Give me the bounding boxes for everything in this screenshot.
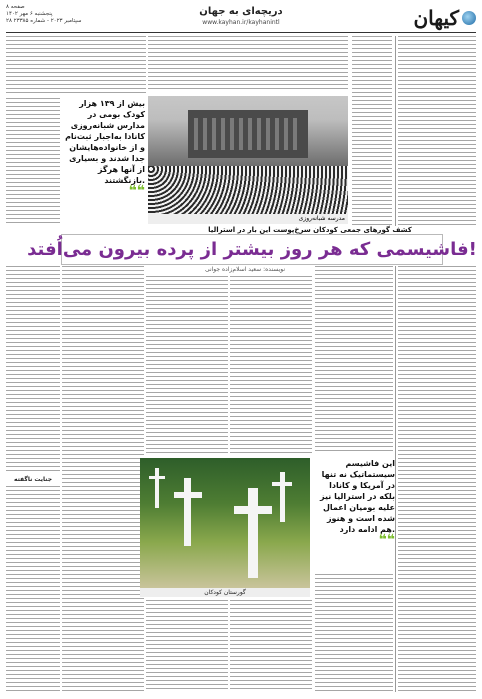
- text-column-2-bottom: [315, 266, 393, 454]
- photo-caption-top: مدرسه شبانه‌روزی: [148, 214, 348, 224]
- text-column-4-lower: [146, 600, 228, 692]
- text-column-far-left-bottom-a: [6, 266, 60, 472]
- cross-shape: [184, 478, 191, 546]
- photo-caption-bottom: گورستان کودکان: [140, 588, 310, 597]
- text-column-4-bottom: [146, 276, 228, 454]
- cross-shape: [149, 476, 165, 479]
- pull-quote-top-text: بیش از ۱۳۹ هزار کودک بومی در مدارس شبانه‌روزی کانادا به‌اجبار ثبت‌نام و از خانواده‌هایشان جدا شدند و بسیاری از آنها هرگز بازنگشتند.: [65, 99, 145, 185]
- pull-quote-top: [63, 98, 145, 204]
- issue-number: ۲۸ سپتامبر ۲۰۲۳ - شماره ۲۳۳۸۵: [6, 18, 82, 24]
- section-url: www.kayhan.ir/kayhanintl: [202, 19, 280, 26]
- text-column-far-left-bottom-b: [6, 486, 60, 692]
- issue-meta: [6, 4, 82, 25]
- headline-band: [27, 234, 477, 265]
- side-subhead: جنایت ناگفته: [13, 476, 53, 483]
- cross-shape: [248, 488, 258, 578]
- pull-quote-bottom: [315, 458, 395, 570]
- text-column-right-top: [398, 36, 476, 226]
- cross-shape: [174, 492, 202, 498]
- pull-quote-bottom-text: این فاشیسم سیستماتیک نه تنها در آمریکا و کانادا بلکه در استرالیا نیز علیه بومیان اعمال شده است و هنوز هم ادامه دارد.: [320, 459, 395, 534]
- column-divider: [395, 266, 396, 692]
- issue-date: پنجشنبه ۶ مهر ۱۴۰۲: [6, 11, 53, 17]
- text-column-right-bottom: [398, 266, 476, 692]
- cross-shape: [155, 468, 159, 508]
- text-column-2-lower: [315, 574, 393, 692]
- text-column-3-bottom: [230, 276, 312, 454]
- text-column-3-lower: [230, 600, 312, 692]
- story-headline: فاشیسمی که هر روز بیشتر از پرده بیرون می‌اُفتد!: [27, 239, 477, 260]
- quote-mark-icon: ❝❝: [378, 532, 395, 548]
- cross-shape: [272, 482, 292, 486]
- text-column-5-bottom: [62, 266, 144, 692]
- children-crowd: [148, 166, 348, 214]
- column-divider: [395, 36, 396, 226]
- lead-paragraph: [148, 36, 348, 92]
- masthead: [6, 4, 476, 33]
- text-column-second-top: [352, 36, 392, 226]
- text-column-left-top: [6, 36, 146, 94]
- page-number: صفحه ۸: [6, 4, 25, 10]
- cross-shape: [234, 506, 272, 514]
- cross-shape: [280, 472, 285, 522]
- graveyard-crosses-photo: [140, 458, 310, 588]
- story-byline: نویسنده: سعید اسلام‌زاده جوانی: [204, 266, 286, 273]
- quote-mark-icon: ❝❝: [128, 183, 145, 199]
- logo-text: کیهان: [413, 6, 459, 30]
- text-column-far-left: [6, 98, 60, 226]
- story-kicker: کشف گورهای جمعی کودکان سرخ‌پوست این بار در استرالیا: [208, 226, 412, 234]
- section-title: دریچه‌ای به جهان: [199, 6, 283, 17]
- residential-school-photo: [148, 96, 348, 214]
- school-building: [188, 110, 308, 158]
